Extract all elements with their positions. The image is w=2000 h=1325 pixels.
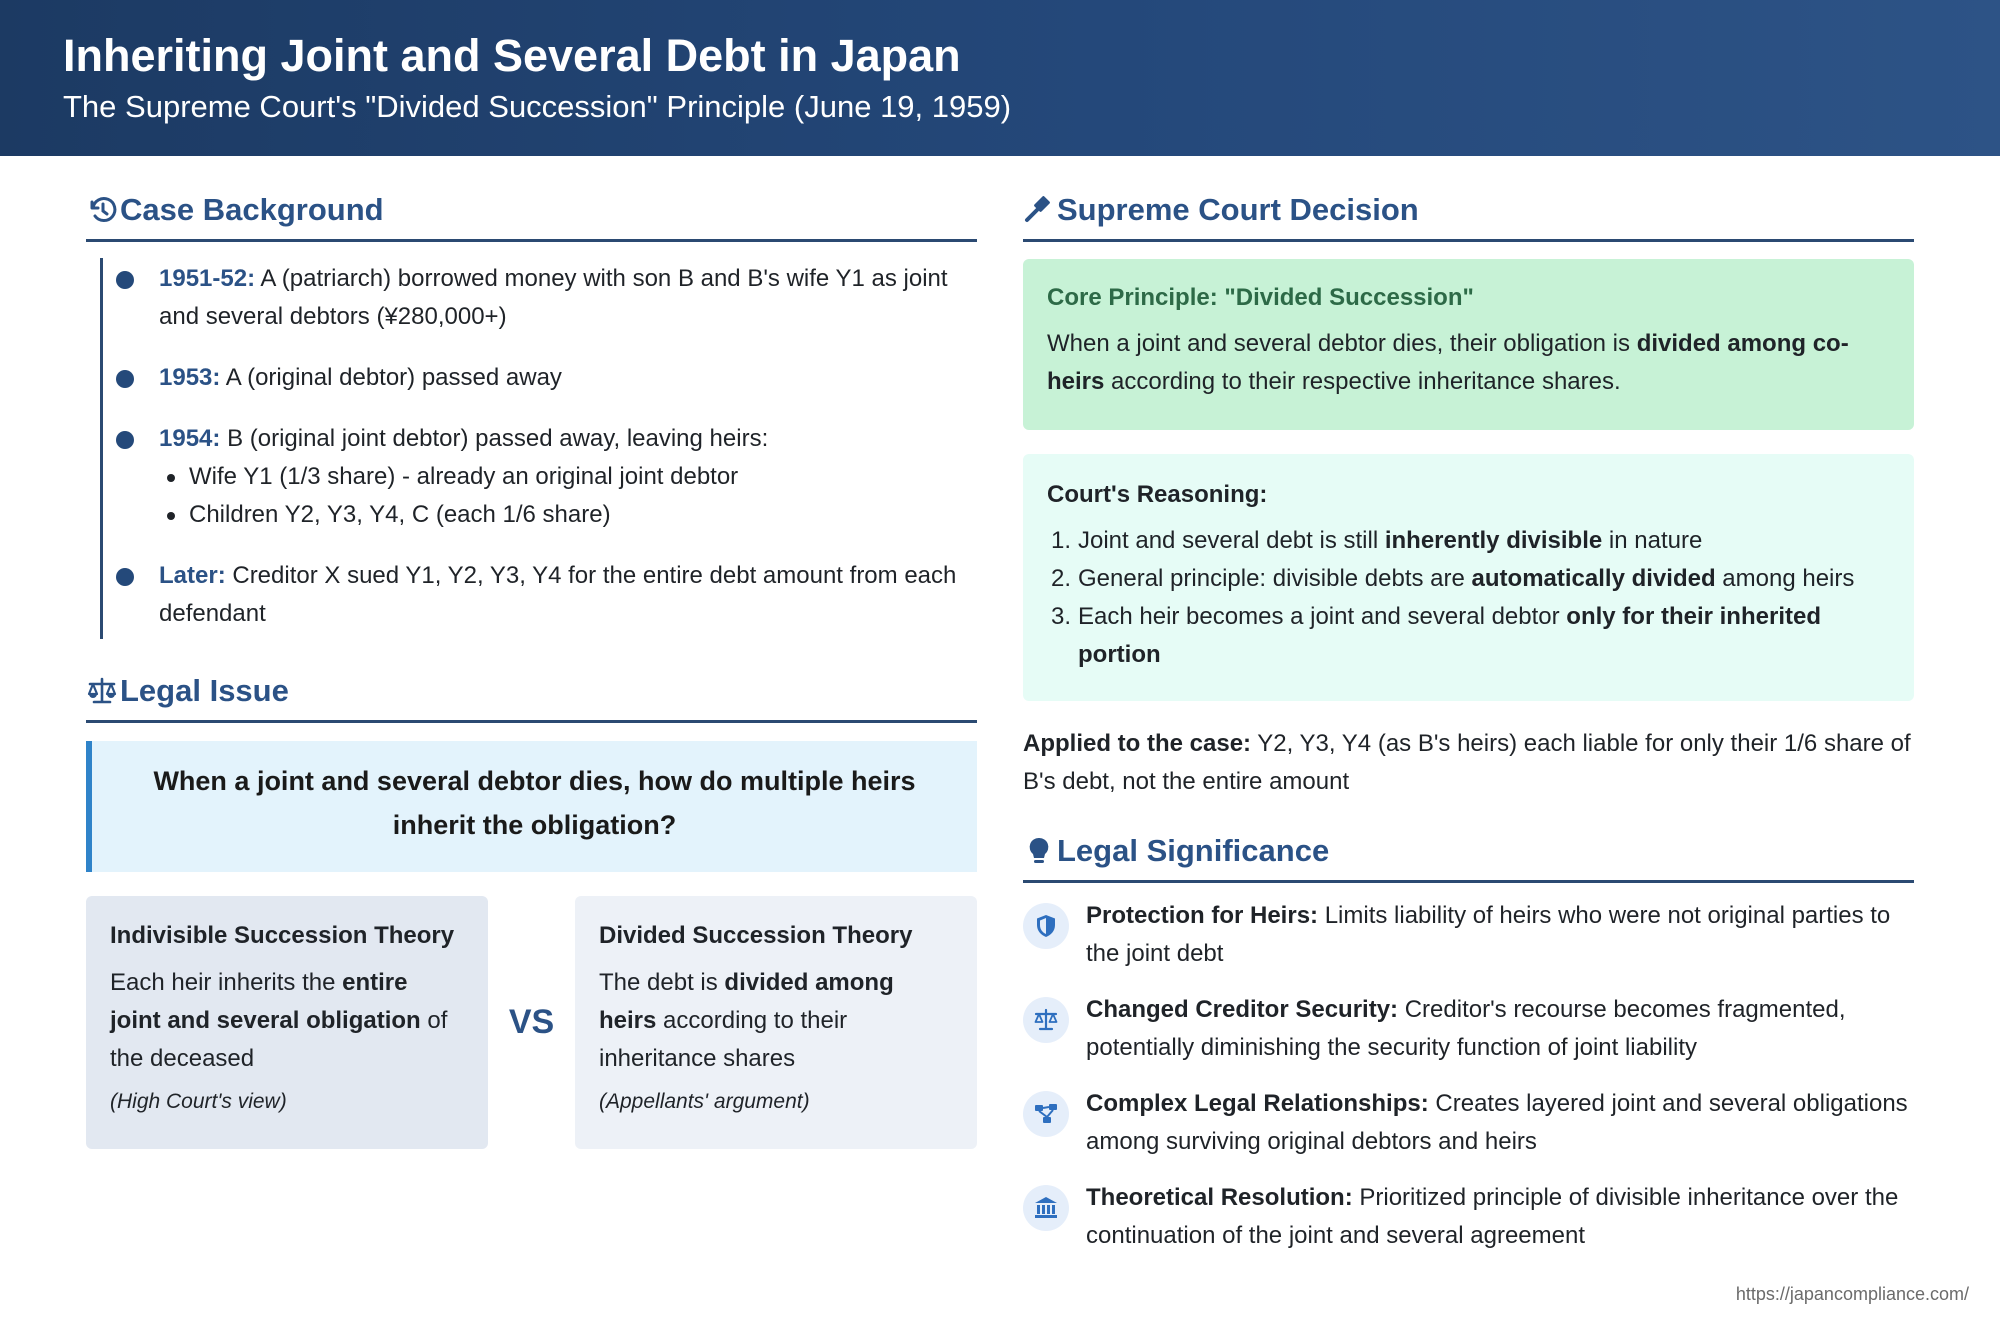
significance-item (1023, 991, 1914, 1067)
timeline-dot (116, 370, 134, 388)
theory-title: Divided Succession Theory (599, 922, 913, 949)
institution-icon (1023, 1185, 1069, 1231)
timeline-date: 1954: (159, 425, 221, 452)
theory-source: (High Court's view) (110, 1090, 287, 1113)
significance-item (1023, 897, 1914, 973)
timeline-item (103, 359, 977, 397)
theories-comparison (86, 896, 977, 1149)
timeline-text: B (original joint debtor) passed away, leaving heirs: (227, 425, 769, 452)
section-title-text: Case Background (120, 191, 384, 227)
reasoning-item: 1. Joint and several debt is still inherently divisible in nature (1051, 527, 1703, 554)
history-icon (86, 194, 118, 226)
significance-item (1023, 1085, 1914, 1161)
significance-text: Protection for Heirs: Limits liability of heirs who were not original parties to the joint debt (1086, 902, 1891, 967)
right-column (1023, 180, 1914, 1273)
timeline-date: Later: (159, 562, 226, 589)
core-principle-text: When a joint and several debtor dies, their obligation is divided among co-heirs according to their respective inheritance shares. (1047, 330, 1849, 395)
core-principle-title: Core Principle: "Divided Succession" (1047, 284, 1474, 311)
timeline-item (103, 557, 977, 633)
timeline-date: 1951-52: (159, 265, 256, 292)
theory-text: Each heir inherits the entire joint and several obligation of the deceased (110, 969, 448, 1072)
theory-source: (Appellants' argument) (599, 1090, 810, 1113)
timeline-dot (116, 568, 134, 586)
section-title-text: Legal Issue (120, 672, 289, 708)
court-reasoning-box (1023, 454, 1914, 701)
source-url[interactable]: https://japancompliance.com/ (1735, 1284, 1969, 1304)
reasoning-title: Court's Reasoning: (1047, 481, 1268, 508)
timeline (100, 258, 977, 639)
heir-item: Wife Y1 (1/3 share) - already an original joint debtor (159, 458, 977, 496)
section-title-text: Legal Significance (1057, 832, 1330, 868)
significance-text: Changed Creditor Security: Creditor's recourse becomes fragmented, potentially diminishing the security function of joint liability (1086, 996, 1846, 1061)
section-title-text: Supreme Court Decision (1057, 191, 1419, 227)
scales-icon (86, 675, 118, 707)
gavel-icon (1023, 194, 1055, 226)
reasoning-item: 3. Each heir becomes a joint and several debtor only for their inherited portion (1051, 603, 1821, 668)
significance-text: Theoretical Resolution: Prioritized principle of divisible inheritance over the continuation of the joint and several agreement (1086, 1184, 1899, 1249)
timeline-date: 1953: (159, 364, 221, 391)
section-title-decision (1023, 180, 1914, 242)
timeline-dot (116, 431, 134, 449)
timeline-text: Creditor X sued Y1, Y2, Y3, Y4 for the entire debt amount from each defendant (159, 562, 957, 627)
lightbulb-icon (1023, 835, 1055, 867)
vs-label: VS (508, 1003, 555, 1041)
theory-card-divided (575, 896, 977, 1149)
page-title: Inheriting Joint and Several Debt in Japan (63, 30, 961, 81)
reasoning-list (1047, 522, 1890, 674)
theory-card-indivisible (86, 896, 488, 1149)
timeline-item (103, 260, 977, 336)
timeline-dot (116, 271, 134, 289)
reasoning-item: 2. General principle: divisible debts are automatically divided among heirs (1051, 565, 1855, 592)
page-header (0, 0, 2000, 156)
timeline-item (103, 420, 977, 534)
theory-text: The debt is divided among heirs according to their inheritance shares (599, 969, 894, 1072)
page-subtitle: The Supreme Court's "Divided Succession" Principle (June 19, 1959) (63, 89, 1012, 124)
section-title-significance (1023, 821, 1914, 883)
significance-list (1023, 897, 1914, 1255)
section-title-issue (86, 661, 977, 723)
significance-item (1023, 1179, 1914, 1255)
heirs-list (159, 458, 977, 534)
significance-text: Complex Legal Relationships: Creates layered joint and several obligations among surviving original debtors and heirs (1086, 1090, 1908, 1155)
theory-title: Indivisible Succession Theory (110, 922, 455, 949)
legal-question: When a joint and several debtor dies, how do multiple heirs inherit the obligation? (86, 741, 977, 872)
timeline-text: A (original debtor) passed away (225, 364, 562, 391)
balance-icon (1023, 997, 1069, 1043)
network-icon (1023, 1091, 1069, 1137)
left-column (86, 180, 977, 1149)
core-principle-box (1023, 259, 1914, 430)
timeline-text: A (patriarch) borrowed money with son B and B's wife Y1 as joint and several debtors (¥280,000+) (159, 265, 948, 330)
applied-to-case: Applied to the case: Y2, Y3, Y4 (as B's heirs) each liable for only their 1/6 share of B's debt, not the entire amount (1023, 730, 1911, 795)
shield-icon (1023, 903, 1069, 949)
heir-item: Children Y2, Y3, Y4, C (each 1/6 share) (159, 496, 977, 534)
section-title-background (86, 180, 977, 242)
